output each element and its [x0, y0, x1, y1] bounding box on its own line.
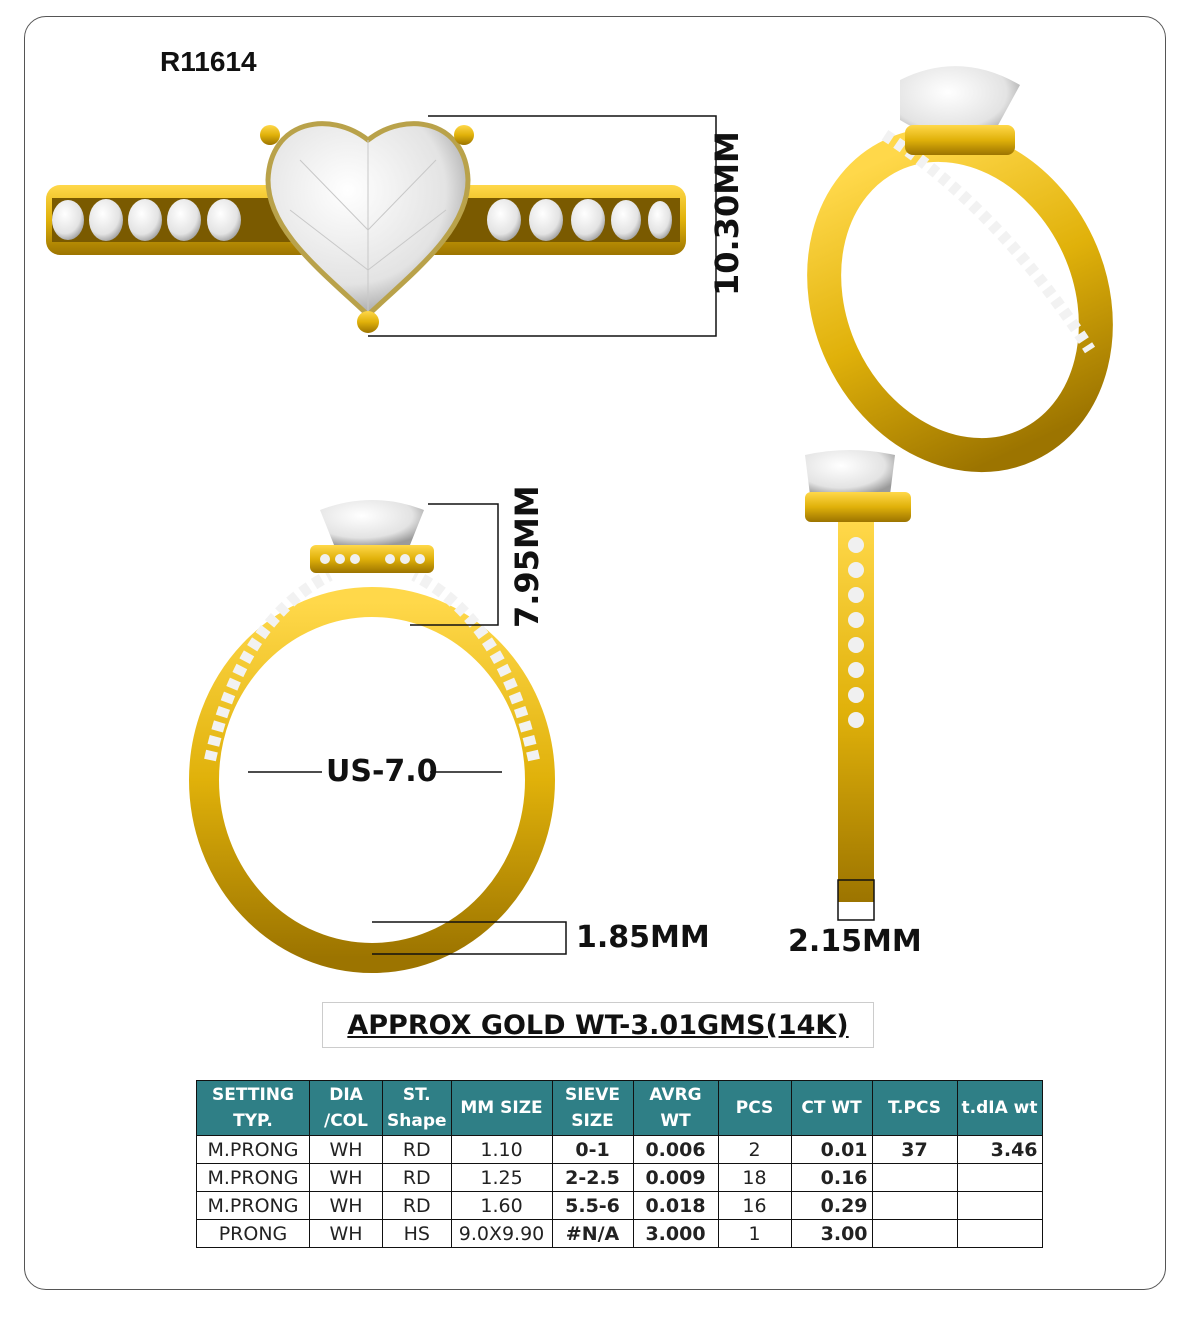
- cell: 18: [718, 1164, 791, 1192]
- col-setting: SETTING TYP.: [197, 1081, 310, 1136]
- cell: RD: [383, 1192, 452, 1220]
- col-ct-wt: CT WT: [791, 1081, 872, 1136]
- cell: 0.29: [791, 1192, 872, 1220]
- cell: 2: [718, 1136, 791, 1164]
- shank-side-label: 2.15MM: [788, 924, 922, 959]
- table-header-row: [197, 1081, 1043, 1136]
- cell: 0.018: [633, 1192, 718, 1220]
- cell: [872, 1164, 957, 1192]
- cell: [872, 1220, 957, 1248]
- gold-weight-box: [322, 1002, 874, 1048]
- spec-table: [196, 1080, 1043, 1248]
- ring-size-label: US-7.0: [326, 754, 438, 789]
- cell: WH: [310, 1136, 383, 1164]
- cell: 1.60: [451, 1192, 552, 1220]
- cell: M.PRONG: [197, 1136, 310, 1164]
- cell: 3.46: [957, 1136, 1042, 1164]
- shank-width-label: 1.85MM: [576, 920, 710, 955]
- col-st-shape: ST. Shape: [383, 1081, 452, 1136]
- top-view: [46, 116, 716, 336]
- side-view: [805, 450, 911, 920]
- col-avrg-wt: AVRG WT: [633, 1081, 718, 1136]
- cell: 9.0X9.90: [451, 1220, 552, 1248]
- cell: 3.000: [633, 1220, 718, 1248]
- cell: [957, 1220, 1042, 1248]
- cell: [957, 1192, 1042, 1220]
- col-pcs: PCS: [718, 1081, 791, 1136]
- cell: M.PRONG: [197, 1192, 310, 1220]
- cell: PRONG: [197, 1220, 310, 1248]
- cell: 3.00: [791, 1220, 872, 1248]
- cell: 0.006: [633, 1136, 718, 1164]
- table-row: [197, 1220, 1043, 1248]
- col-dia-col: DIA /COL: [310, 1081, 383, 1136]
- cell: WH: [310, 1192, 383, 1220]
- cell: #N/A: [552, 1220, 633, 1248]
- col-t-dia-wt: t.dIA wt: [957, 1081, 1042, 1136]
- cell: WH: [310, 1220, 383, 1248]
- cell: 1.10: [451, 1136, 552, 1164]
- cell: 0.009: [633, 1164, 718, 1192]
- cell: 0.01: [791, 1136, 872, 1164]
- cell: 16: [718, 1192, 791, 1220]
- height-front-label: 7.95MM: [508, 485, 546, 628]
- height-top-label: 10.30MM: [708, 131, 746, 296]
- cell: [872, 1192, 957, 1220]
- cell: M.PRONG: [197, 1164, 310, 1192]
- col-sieve: SIEVE SIZE: [552, 1081, 633, 1136]
- col-mm-size: MM SIZE: [451, 1081, 552, 1136]
- perspective-view: [775, 66, 1146, 500]
- cell: 1: [718, 1220, 791, 1248]
- cell: WH: [310, 1164, 383, 1192]
- cell: [957, 1164, 1042, 1192]
- cell: HS: [383, 1220, 452, 1248]
- col-t-pcs: T.PCS: [872, 1081, 957, 1136]
- cell: 1.25: [451, 1164, 552, 1192]
- gold-weight: APPROX GOLD WT-3.01GMS(14K): [347, 1009, 849, 1041]
- cell: 5.5-6: [552, 1192, 633, 1220]
- table-row: [197, 1192, 1043, 1220]
- cell: RD: [383, 1164, 452, 1192]
- design-code: R11614: [160, 46, 257, 77]
- cell: 2-2.5: [552, 1164, 633, 1192]
- cell: 37: [872, 1136, 957, 1164]
- table-row: [197, 1136, 1043, 1164]
- table-row: [197, 1164, 1043, 1192]
- cell: 0-1: [552, 1136, 633, 1164]
- cell: 0.16: [791, 1164, 872, 1192]
- cell: RD: [383, 1136, 452, 1164]
